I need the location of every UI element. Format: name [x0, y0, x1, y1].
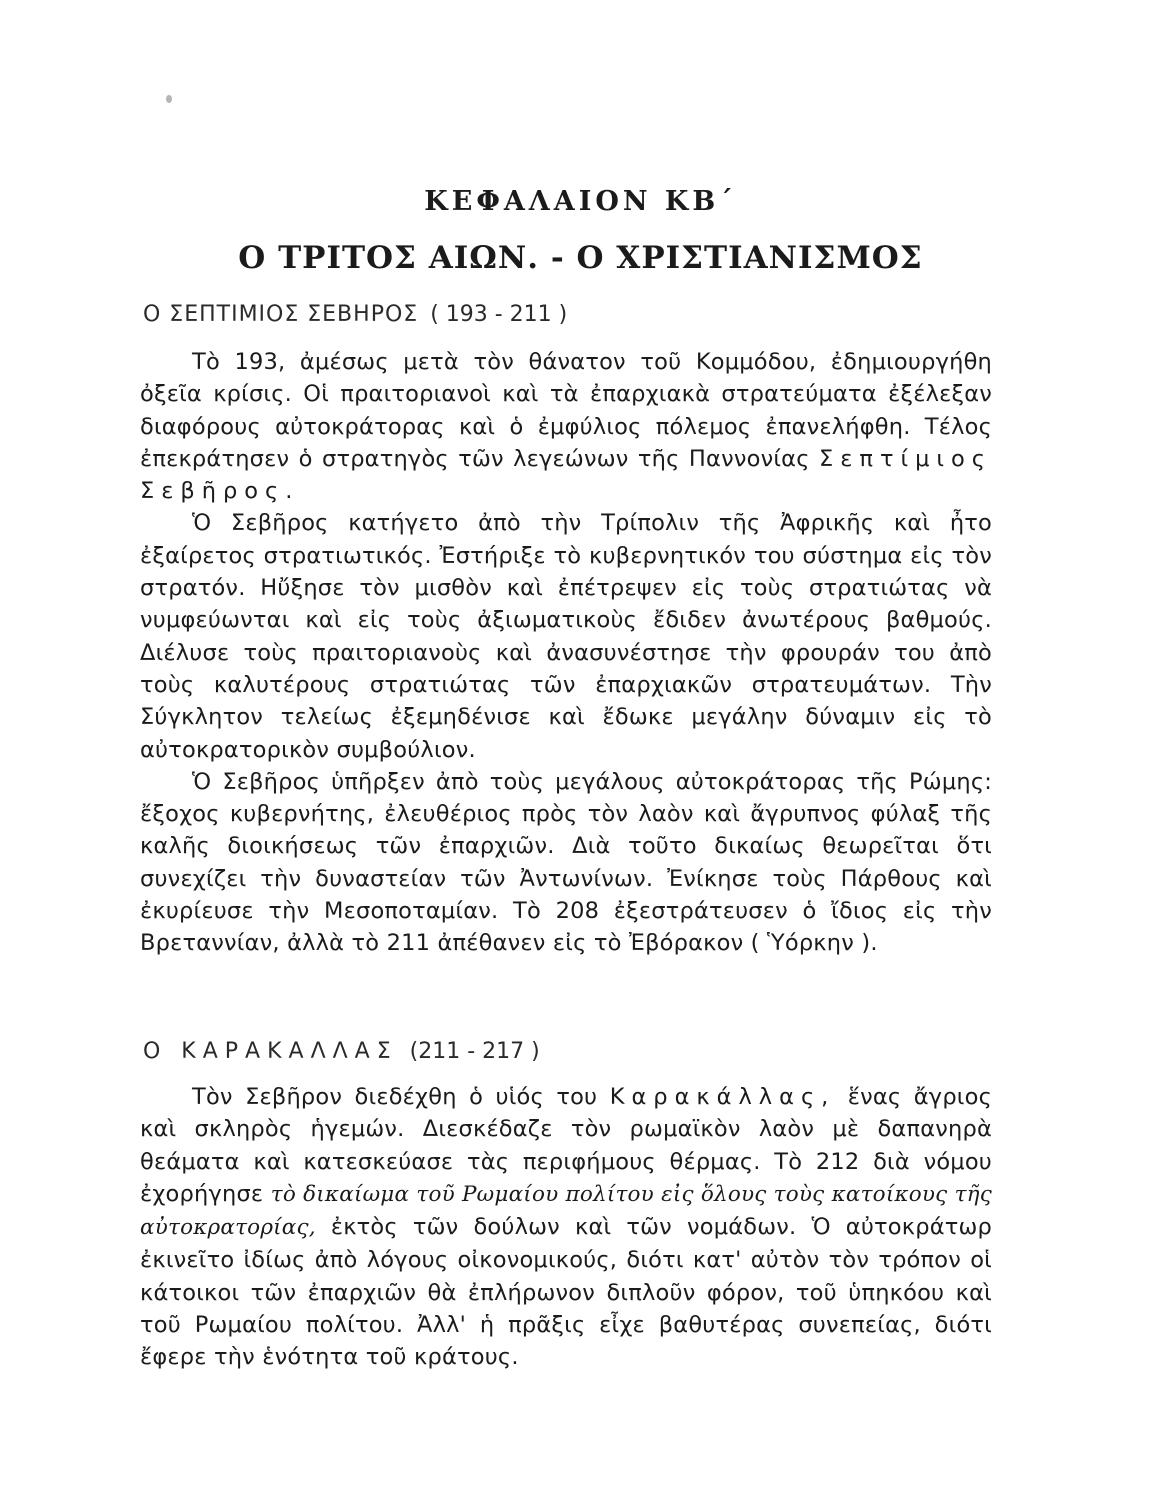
paragraph: Ὁ Σεβῆρος κατήγετο ἀπὸ τὴν Τρίπολιν τῆς Ἀφρικῆς καὶ ἦτο ἐξαίρετος στρατιωτικός. Ἐστήριξε τὸ κυβερνητικόν του σύστημα εἰς τὸν στρατόν. Ηὔξησε τὸν μισθὸν καὶ ἐπέτρεψεν εἰς τοὺς στρατιώτας νὰ νυμφεύωνται καὶ εἰς τοὺς ἀξιωματικοὺς ἔδιδεν ἀνωτέρους βαθμούς. Διέλυσε τοὺς πραιτοριανοὺς καὶ ἀνασυνέστησε τὴν φρουράν του ἀπὸ τοὺς καλυτέρους στρατιώτας τῶν ἐπαρχιακῶν στρατευμάτων. Τὴν Σύγκλητον τελείως ἐξεμηδένισε καὶ ἔδωκε μεγάλην δύναμιν εἰς τὸ αὐτοκρατορικὸν συμβούλιον. — [140, 510, 992, 763]
paragraph — [140, 1081, 992, 1374]
section-body-caracalla — [140, 1081, 992, 1374]
paragraph — [140, 346, 992, 507]
emphasized-name: Σεπτίμιος Σεβῆρος. — [140, 445, 992, 505]
section-heading-text: Ο ΣΕΠΤΙΜΙΟΣ ΣΕΒΗΡΟΣ — [143, 302, 419, 327]
section-body-severus — [140, 346, 992, 960]
paragraph: Ὁ Σεβῆρος ὑπῆρξεν ἀπὸ τοὺς μεγάλους αὐτοκράτορας τῆς Ρώμης: ἔξοχος κυβερνήτης, ἐλευθέριος πρὸς τὸν λαὸν καὶ ἄγρυπνος φύλαξ τῆς καλῆς διοικήσεως τῶν ἐπαρχιῶν. Διὰ τοῦτο δικαίως θεωρεῖται ὅτι συνεχίζει τὴν δυναστείαν τῶν Ἀντωνίνων. Ἐνίκησε τοὺς Πάρθους καὶ ἐκυρίευσε τὴν Μεσοποταμίαν. Τὸ 208 ἐξεστράτευσεν ὁ ἴδιος εἰς τὴν Βρεταννίαν, ἀλλὰ τὸ 211 ἀπέθανεν εἰς τὸ Ἐβόρακον ( Ὑόρκην ). — [140, 768, 992, 957]
paper-speck — [166, 95, 172, 103]
paragraph-text: Τὸ 193, ἀμέσως μετὰ τὸν θάνατον τοῦ Κομμόδου, ἐδημιουργήθη ὀξεῖα κρίσις. Οἱ πραιτοριανοὶ καὶ τὰ ἐπαρχιακὰ στρατεύματα ἐξέλεξαν διαφόρους αὐτοκράτορας καὶ ὁ ἐμφύλιος πόλεμος ἐπανελήφθη. Τέλος ἐπεκράτησεν ὁ στρατηγὸς τῶν λεγεώνων τῆς Παννονίας — [140, 349, 992, 472]
section-heading-text: Ο ΚΑΡΑΚΑΛΛΑΣ — [143, 1039, 398, 1064]
chapter-heading: ΚΕΦΑΛΑΙΟΝ ΚΒ΄ — [424, 186, 737, 217]
paragraph-text: Τὸν Σεβῆρον διεδέχθη ὁ υἱός του — [192, 1084, 598, 1110]
italic-phrase: τὸ δικαίωμα τοῦ Ρωμαίου πολίτου εἰς ὅλους τοὺς κατοίκους τῆς αὐτοκρατορίας, — [140, 1181, 992, 1241]
section-heading-years: ( 193 - 211 ) — [430, 302, 568, 327]
section-heading-years: (211 - 217 ) — [409, 1039, 540, 1064]
chapter-title: Ο ΤΡΙΤΟΣ ΑΙΩΝ. - Ο ΧΡΙΣΤΙΑΝΙΣΜΟΣ — [238, 240, 923, 276]
section-heading-severus — [143, 302, 567, 327]
section-heading-caracalla — [143, 1039, 540, 1064]
paragraph-text: ἐκτὸς τῶν δούλων καὶ τῶν νομάδων. Ὁ αὐτοκράτωρ ἐκινεῖτο ἰδίως ἀπὸ λόγους οἰκονομικούς, διότι κατ' αὐτὸν τὸν τρόπον οἱ κάτοικοι τῶν ἐπαρχιῶν θὰ ἐπλήρωνον διπλοῦν φόρον, τοῦ ὑπηκόου καὶ τοῦ Ρωμαίου πολίτου. Ἀλλ' ἡ πρᾶξις εἶχε βαθυτέρας συνεπείας, διότι ἔφερε τὴν ἑνότητα τοῦ κράτους. — [140, 1214, 992, 1371]
paragraph-text: ἕνας ἄγριος καὶ σκληρὸς ἡγεμών. Διεσκέδαζε τὸν ρωμαϊκὸν λαὸν μὲ δαπανηρὰ θεάματα καὶ κατεσκεύασε τὰς περιφήμους θέρμας. Τὸ 212 διὰ νόμου ἐχορήγησε — [140, 1084, 992, 1207]
emphasized-name: Καρακάλλας, — [609, 1084, 836, 1110]
